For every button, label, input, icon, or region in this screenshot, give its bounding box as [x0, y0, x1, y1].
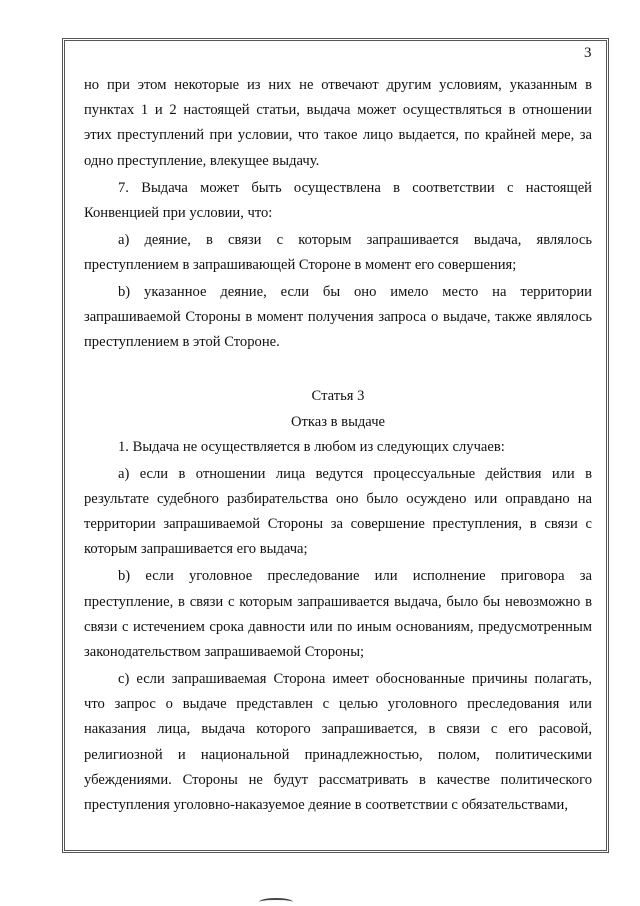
paragraph-case-c: с) если запрашиваемая Сторона имеет обоснованные причины полагать, что запрос о выдаче представлен с целью уголовного преследования или наказания лица, выдача которого запрашивается, в связи с его расовой, религиозной и национальной принадлежностью, полом, политическими убеждениями. Стороны не будут рассматривать в качестве политического преступления уголовно-наказуемое деяние в соответствии с обязательствами,	[84, 671, 592, 814]
article-title: Отказ в выдаче	[290, 413, 386, 430]
paragraph-continuation: но при этом некоторые из них не отвечают другим условиям, указанным в пунктах 1 и 2 настоящей статьи, выдача может осуществляться в отношении этих преступлений при условии, что такое лицо выдается, по крайней мере, за одно преступление, влекущее выдачу.	[84, 77, 592, 169]
paragraph-item-1: 1. Выдача не осуществляется в любом из следующих случаев:	[118, 438, 505, 455]
paragraph-subitem-b: b) указанное деяние, если бы оно имело место на территории запрашиваемой Стороны в момент получения запроса о выдаче, также являлось преступлением в этой Стороне.	[84, 284, 592, 351]
paragraph-case-b: b) если уголовное преследование или исполнение приговора за преступление, в связи с которым запрашивается выдача, было бы невозможно в связи с истечением срока давности или по иным основаниям, предусмотренным законодательством запрашиваемой Стороны;	[84, 568, 592, 661]
page-number: 3	[584, 45, 592, 61]
document-body	[84, 73, 592, 820]
paragraph-case-a: а) если в отношении лица ведутся процессуальные действия или в результате судебного разбирательства оно было осуждено или оправдано на территории запрашиваемой Стороны за совершение преступления, в связи с которым запрашивается его выдача;	[84, 465, 592, 558]
article-number: Статья 3	[311, 388, 365, 405]
paragraph-subitem-a: а) деяние, в связи с которым запрашивается выдача, являлось преступлением в запрашивающей Стороне в момент его совершения;	[84, 231, 592, 274]
section-spacer	[84, 357, 592, 384]
paragraph-item-7: 7. Выдача может быть осуществлена в соответствии с настоящей Конвенцией при условии, что:	[84, 179, 592, 221]
